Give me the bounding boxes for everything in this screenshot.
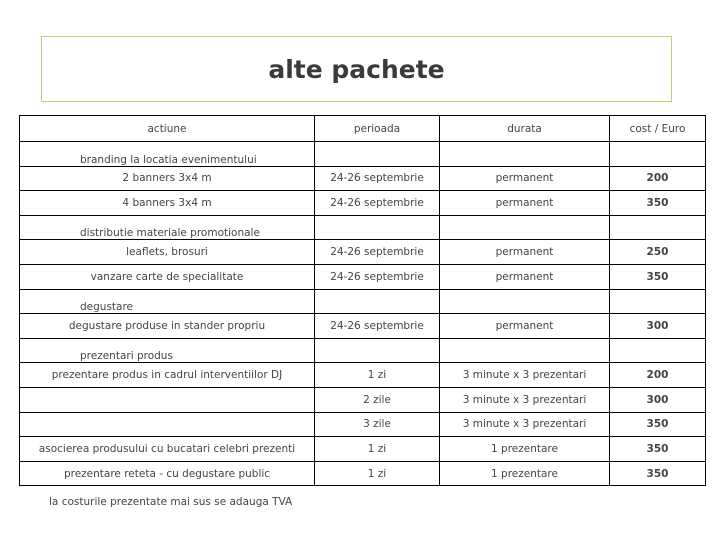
cell-actiune: leaflets, brosuri — [20, 240, 315, 265]
empty-cell — [315, 289, 440, 314]
vat-footnote: la costurile prezentate mai sus se adauga TVA — [49, 496, 293, 508]
page-title: alte pachete — [268, 54, 445, 84]
cell-durata: permanent — [440, 191, 610, 216]
title-box — [41, 36, 672, 102]
cell-durata: 3 minute x 3 prezentari — [440, 387, 610, 412]
header-actiune: actiune — [20, 116, 315, 142]
cell-cost: 350 — [610, 191, 706, 216]
section-row — [20, 215, 706, 240]
cell-perioada: 3 zile — [315, 412, 440, 437]
table-row — [20, 191, 706, 216]
table-row — [20, 363, 706, 388]
section-row — [20, 289, 706, 314]
cell-durata: permanent — [440, 264, 610, 289]
cell-perioada: 24-26 septembrie — [315, 191, 440, 216]
empty-cell — [610, 215, 706, 240]
cell-actiune — [20, 412, 315, 437]
cell-actiune: 2 banners 3x4 m — [20, 166, 315, 191]
cell-actiune: vanzare carte de specialitate — [20, 264, 315, 289]
section-label: prezentari produs — [20, 338, 315, 363]
empty-cell — [440, 215, 610, 240]
cell-actiune: degustare produse in stander propriu — [20, 314, 315, 339]
section-row — [20, 142, 706, 167]
cell-actiune — [20, 387, 315, 412]
table-header-row — [20, 116, 706, 142]
cell-perioada: 24-26 septembrie — [315, 240, 440, 265]
table-row — [20, 387, 706, 412]
cell-actiune: 4 banners 3x4 m — [20, 191, 315, 216]
header-durata: durata — [440, 116, 610, 142]
cell-perioada: 24-26 septembrie — [315, 166, 440, 191]
cell-cost: 250 — [610, 240, 706, 265]
cell-perioada: 24-26 septembrie — [315, 264, 440, 289]
cell-durata: 3 minute x 3 prezentari — [440, 412, 610, 437]
table-row — [20, 314, 706, 339]
empty-cell — [315, 338, 440, 363]
cell-actiune: prezentare reteta - cu degustare public — [20, 461, 315, 486]
empty-cell — [440, 142, 610, 167]
cell-perioada: 24-26 septembrie — [315, 314, 440, 339]
cell-cost: 350 — [610, 264, 706, 289]
empty-cell — [610, 338, 706, 363]
cell-perioada: 1 zi — [315, 437, 440, 462]
cell-cost: 300 — [610, 314, 706, 339]
empty-cell — [315, 215, 440, 240]
empty-cell — [440, 338, 610, 363]
cell-durata: permanent — [440, 314, 610, 339]
cell-durata: 3 minute x 3 prezentari — [440, 363, 610, 388]
empty-cell — [610, 289, 706, 314]
section-label: branding la locatia evenimentului — [20, 142, 315, 167]
empty-cell — [440, 289, 610, 314]
table-row — [20, 240, 706, 265]
cell-cost: 200 — [610, 166, 706, 191]
cell-durata: permanent — [440, 240, 610, 265]
cell-perioada: 1 zi — [315, 461, 440, 486]
section-row — [20, 338, 706, 363]
cell-perioada: 1 zi — [315, 363, 440, 388]
cell-actiune: asocierea produsului cu bucatari celebri prezenti — [20, 437, 315, 462]
cell-durata: 1 prezentare — [440, 437, 610, 462]
header-cost: cost / Euro — [610, 116, 706, 142]
cell-cost: 350 — [610, 461, 706, 486]
cell-actiune: prezentare produs in cadrul interventiilor DJ — [20, 363, 315, 388]
cell-cost: 350 — [610, 437, 706, 462]
section-label: degustare — [20, 289, 315, 314]
table-row — [20, 264, 706, 289]
table-row — [20, 166, 706, 191]
cell-perioada: 2 zile — [315, 387, 440, 412]
empty-cell — [315, 142, 440, 167]
table-row — [20, 412, 706, 437]
table-row — [20, 461, 706, 486]
cell-cost: 200 — [610, 363, 706, 388]
cell-durata: permanent — [440, 166, 610, 191]
table-row — [20, 437, 706, 462]
empty-cell — [610, 142, 706, 167]
packages-table — [19, 115, 706, 486]
cell-durata: 1 prezentare — [440, 461, 610, 486]
cell-cost: 300 — [610, 387, 706, 412]
cell-cost: 350 — [610, 412, 706, 437]
header-perioada: perioada — [315, 116, 440, 142]
section-label: distributie materiale promotionale — [20, 215, 315, 240]
